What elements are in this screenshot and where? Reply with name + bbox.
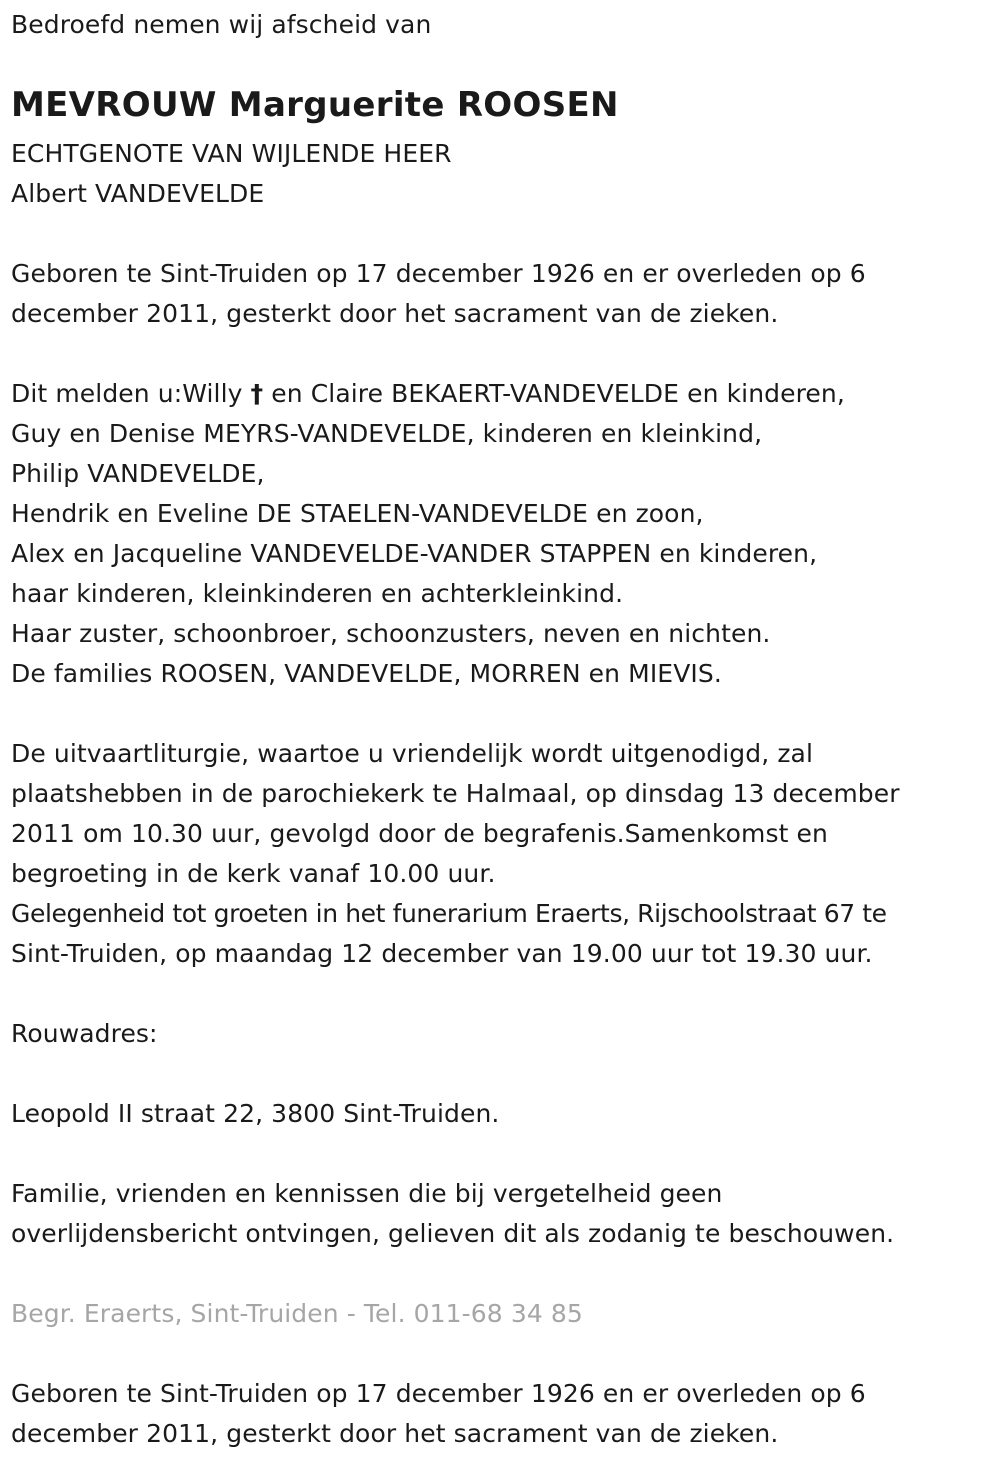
deceased-name: MEVROUW Marguerite ROOSEN xyxy=(11,85,619,125)
ceremony-line: Gelegenheid tot groeten in het funerarium Eraerts, Rijschoolstraat 67 te xyxy=(11,899,887,928)
family-line: Guy en Denise MEYRS-VANDEVELDE, kinderen en kleinkind, xyxy=(11,419,763,448)
family-line: Haar zuster, schoonbroer, schoonzusters, neven en nichten. xyxy=(11,619,771,648)
family-line: Hendrik en Eveline DE STAELEN-VANDEVELDE en zoon, xyxy=(11,499,704,528)
address-value: Leopold II straat 22, 3800 Sint-Truiden. xyxy=(11,1099,500,1128)
birth-death-repeat-line-1: Geboren te Sint-Truiden op 17 december 1926 en er overleden op 6 xyxy=(11,1379,866,1408)
family-line: Philip VANDEVELDE, xyxy=(11,459,265,488)
family-line: Alex en Jacqueline VANDEVELDE-VANDER STAPPEN en kinderen, xyxy=(11,539,818,568)
ceremony-line: begroeting in de kerk vanaf 10.00 uur. xyxy=(11,859,496,888)
cross-icon: † xyxy=(250,379,264,408)
undertaker-contact: Begr. Eraerts, Sint-Truiden - Tel. 011-68 34 85 xyxy=(11,1299,583,1328)
birth-death-repeat-line-2: december 2011, gesterkt door het sacrament van de zieken. xyxy=(11,1419,779,1448)
birth-death-line-2: december 2011, gesterkt door het sacrament van de zieken. xyxy=(11,299,779,328)
family-line: De families ROOSEN, VANDEVELDE, MORREN en MIEVIS. xyxy=(11,659,722,688)
ceremony-line: De uitvaartliturgie, waartoe u vriendelijk wordt uitgenodigd, zal xyxy=(11,739,814,768)
address-label: Rouwadres: xyxy=(11,1019,158,1048)
family-line: haar kinderen, kleinkinderen en achterkleinkind. xyxy=(11,579,624,608)
relation-text: ECHTGENOTE VAN WIJLENDE HEER xyxy=(11,139,452,168)
spouse-name: Albert VANDEVELDE xyxy=(11,179,265,208)
family-line-1-prefix: Dit melden u:Willy xyxy=(11,379,251,408)
family-line-1 xyxy=(11,374,845,414)
ceremony-line: plaatshebben in de parochiekerk te Halmaal, op dinsdag 13 december xyxy=(11,779,900,808)
birth-death-line-1: Geboren te Sint-Truiden op 17 december 1926 en er overleden op 6 xyxy=(11,259,866,288)
ceremony-line: 2011 om 10.30 uur, gevolgd door de begrafenis.Samenkomst en xyxy=(11,819,828,848)
family-line-1-suffix: en Claire BEKAERT-VANDEVELDE en kinderen, xyxy=(263,379,845,408)
ceremony-line: Sint-Truiden, op maandag 12 december van 19.00 uur tot 19.30 uur. xyxy=(11,939,873,968)
notice-line-2: overlijdensbericht ontvingen, gelieven dit als zodanig te beschouwen. xyxy=(11,1219,895,1248)
intro-text: Bedroefd nemen wij afscheid van xyxy=(11,10,432,39)
notice-line-1: Familie, vrienden en kennissen die bij vergetelheid geen xyxy=(11,1179,723,1208)
